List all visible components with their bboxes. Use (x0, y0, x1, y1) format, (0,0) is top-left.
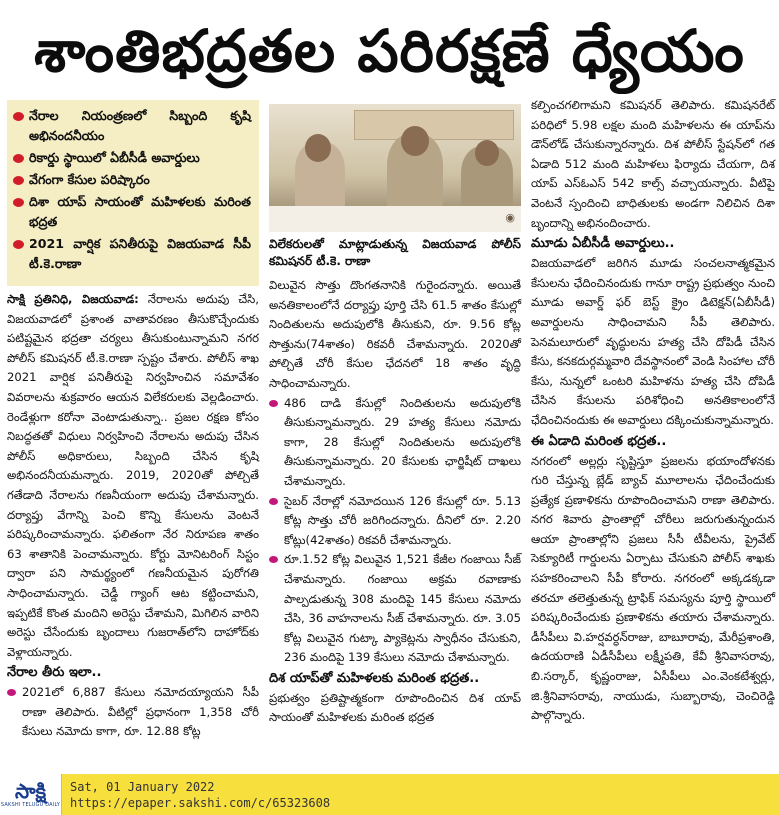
press-photo (269, 104, 521, 232)
highlight-item: నేరాల నియంత్రణలో సిబ్బంది కృషి అభినందనీయం (13, 106, 251, 146)
section-subhead: మూడు ఏబీసీడీ అవార్డులు.. (531, 236, 675, 252)
bullet-paragraph: రూ.1.52 కోట్ల విలువైన 1,521 కేజీల గంజాయి సీజ్ చేశామన్నారు. గంజాయి అక్రమ రవాణాకు పాల్పడుతున్న 308 మందిపై 145 కేసులు నమోదు చేసి, 36 వాహనాలను సీజ్ చేశామన్నారు. రూ. 3.05 కోట్ల విలువైన గుట్కా ప్యాకెట్లను స్వాధీనం చేసుకుని, 236 మందిపై 139 కేసులు నమోదు చేశామన్నారు. (269, 550, 521, 668)
camera-icon: ◉ (505, 211, 515, 225)
bullet-icon (13, 198, 24, 207)
article-paragraph: విలువైన సొత్తు దొంగతనానికి గురైందన్నారు. అయితే అనతికాలంలోనే దర్యాప్తు పూర్తి చేసి 61.5 శాతం కేసుల్లో నిందితులను అదుపులోకి తీసుకుని, రూ. 9.56 కోట్ల సొత్తును(74శాతం) రికవరీ చేశామన్నారు. 2020తో పోల్చితే చోరీ కేసుల ఛేదనలో 18 శాతం వృద్ధి సాధించామన్నారు. (269, 278, 521, 390)
article-paragraph: కల్పించగలిగామని కమిషనర్ తెలిపారు. కమిషనరేట్ పరిధిలో 5.98 లక్షల మంది మహిళలను ఈ యాప్‌ను డౌన్‌లోడ్ చేసుకున్నారన్నారు. దిశ పోలీస్ స్టేషన్‌లో గత ఏడాది 512 మంది మహిళలు ఫిర్యాదు చేయగా, దిశ యాప్ ఎస్ఓఎస్ 542 కాల్స్ వచ్చాయన్నారు. వీటిపై వెంటనే స్పందించి బాధితులకు అండగా నిలిచిన దిశా బృందాన్ని అభినందించారు. (531, 98, 775, 230)
bullet-paragraph: 486 దాడి కేసుల్లో నిందితులను అదుపులోకి తీసుకున్నామన్నారు. 29 హత్య కేసులు నమోదు కాగా, 28 కేసుల్లో నిందితులను అదుపులోకి తీసుకున్నామన్నారు. 20 కేసులకు ఛార్జిషీట్ దాఖలు చేశామన్నారు. (269, 394, 521, 492)
bullet-icon (269, 400, 278, 407)
bullet-icon (13, 176, 24, 185)
footer-bar (0, 774, 779, 815)
bullet-icon (269, 498, 278, 505)
bullet-icon (13, 154, 24, 163)
article-paragraph: ప్రభుత్వం ప్రతిష్టాత్మకంగా రూపొందించిన దిశ యాప్ సాయంతో మహిళలకు మరింత భద్రత (269, 690, 521, 725)
section-subhead: నేరాల తీరు ఇలా.. (7, 665, 102, 681)
article-paragraph: సాక్షి ప్రతినిధి, విజయవాడ: నేరాలను అదుపు చేసి, విజయవాడలో ప్రశాంత వాతావరణం తీసుకొచ్చేందుకు పటిష్టమైన భద్రతా చర్యలు తీసుకుంటున్నామని నగర పోలీస్ కమిషనర్ టీ.కె.రాణా స్పష్టం చేశారు. పోలీస్ శాఖ 2021 వార్షిక పనితీరుపై నిర్వహించిన సమావేశం వివరాలను శుక్రవారం ఆయన విలేకరులకు వెల్లడించారు. రెండేళ్లుగా కరోనా వెంటాడుతున్నా.. ప్రజల రక్షణ కోసం నిబద్ధతతో విధులు నిర్వహించి నేరాలను అదుపు చేసిన పోలీస్ అధికారులు, సిబ్బంది చేసిన కృషి అభినందనీయమన్నారు. 2019, 2020తో పోల్చితే గతేడాది నేరాలను గణనీయంగా అదుపు చేశామన్నారు. దర్యాప్తు వేగాన్ని పెంచి కొన్ని కేసులను వెంటనే పరిష్కరించామన్నారు. ఫలితంగా నేర నిరూపణ శాతం 63 శాతానికి పెంచామన్నారు. కోర్టు మోనిటరింగ్ సిస్టం ద్వారా పని సామర్థ్యంలో గణనీయమైన పురోగతి సాధించామన్నారు. చెడ్డీ గ్యాంగ్ ఆట కట్టించామని, ఇప్పటికే కొంత మందిని అరెస్టు చేశామని, మిగిలిన వారిని అరెస్టు చేసేందుకు బృందాలు గుజరాత్‌లోని దాహోద్‌కు వెళ్లాయన్నారు. (7, 292, 259, 659)
highlight-item: రికార్డు స్థాయిలో ఏబీసీడీ అవార్డులు (13, 148, 251, 168)
article-paragraph: విజయవాడలో జరిగిన మూడు సంచలనాత్మకమైన కేసులను ఛేదించినందుకు గానూ రాష్ట్ర ప్రభుత్వం నుంచి మూడు అవార్డ్ ఫర్ బెస్ట్ క్రైం డిటెక్షన్(ఏబీసీడీ) అవార్డులను సాధించామని సీపీ తెలిపారు. పెనమలూరులో వృద్ధులను హత్య చేసి దోపిడీ చేసిన కేసు, కనకదుర్గమ్మవారి దేవస్థానంలో వెండి సింహాల చోరీ కేసు, నున్నలో ఒంటరి మహిళను హత్య చేసి దోపిడీ చేసిన కేసులను పరిశోధించి అనతికాలంలోనే ఛేదించినందుకు ఈ అవార్డులు దక్కించుకున్నామన్నారు. (531, 256, 775, 427)
byline: సాక్షి ప్రతినిధి, విజయవాడ: (7, 292, 139, 306)
footer-info (70, 779, 330, 811)
highlight-item: 2021 వార్షిక పనితీరుపై విజయవాడ సీపీ టీ.కె.రాణా (13, 234, 251, 274)
section-subhead: దిశ యాప్‌తో మహిళలకు మరింత భద్రత.. (269, 670, 480, 686)
sakshi-logo (0, 774, 62, 815)
photo-caption: విలేకరులతో మాట్లాడుతున్న విజయవాడ పోలీస్ కమిషనర్ టీ.కె. రాణా (269, 237, 521, 268)
bullet-icon (269, 556, 278, 563)
bullet-icon (13, 112, 24, 121)
highlights-box (7, 100, 259, 286)
column-2 (269, 104, 521, 728)
epaper-link[interactable]: https://epaper.sakshi.com/c/65323608 (70, 795, 331, 810)
bullet-icon (13, 240, 24, 249)
section-subhead: ఈ ఏడాది మరింత భద్రత.. (531, 433, 667, 449)
bullet-paragraph: సైబర్ నేరాల్లో నమోదయిన 126 కేసుల్లో రూ. 5.13 కోట్ల సొత్తు చోరీ జరిగిందన్నారు. దీనిలో రూ. 2.20 కోట్లు(42శాతం) రికవరీ చేశామన్నారు. (269, 492, 521, 551)
bullet-paragraph: 2021లో 6,887 కేసులు నమోదయ్యాయని సీపీ రాణా తెలిపారు. వీటిల్లో ప్రధానంగా 1,358 చోరీ కేసులు నమోదు కాగా, రూ. 12.88 కోట్ల (7, 683, 259, 742)
highlight-item: దిశా యాప్ సాయంతో మహిళలకు మరింత భద్రత (13, 192, 251, 232)
column-1 (7, 100, 259, 742)
bullet-icon (7, 689, 16, 696)
article-paragraph: నగరంలో అల్లర్లు సృష్టిస్తూ ప్రజలను భయాందోళనకు గురి చేస్తున్న బ్లేడ్ బ్యాచ్ మూలాలను ఛేదించేందుకు ప్రత్యేక ప్రణాళికను రూపొందించామని రాణా తెలిపారు. నగర శివారు ప్రాంతాల్లో చోరీలు జరుగుతున్నందున ఆయా ప్రాంతాల్లోని ప్రజలు సీసీ టీవీలను, ప్రైవేట్ సెక్యూరిటీ గార్డులను ఏర్పాటు చేసుకుని పోలీస్ శాఖకు సహకరించాలని సీపీ కోరారు. నగరంలో అక్కడక్కడా తరచూ తలెత్తుతున్న ట్రాఫిక్ సమస్యను పూర్తి స్థాయిలో పరిష్కరించేందుకు ప్రణాళికను తయారు చేశామన్నారు. డీసీపీలు వి.హర్షవర్ధన్‌రాజు, బాబూరావు, మేరీప్రశాంతి, ఉదయరాణి ఏడీసీపీలు లక్ష్మీపతి, కేవీ శ్రీనివాసరావు, బి.సర్కార్, కృష్ణంరాజు, ఏసీపీలు ఎం.వెంకటేశ్వర్లు, జి.శ్రీనివాసరావు, నాయుడు, సుబ్బారావు, చెంచిరెడ్డి పాల్గొన్నారు. (531, 453, 775, 723)
logo-tagline: SAKSHI TELUGU DAILY (0, 802, 61, 808)
column-3 (531, 96, 775, 726)
headline: శాంతిభద్రతల పరిరక్షణే ధ్యేయం (34, 17, 745, 85)
photo-banner (354, 110, 514, 140)
logo-mark: సాక్షి (14, 779, 47, 803)
edition-date: Sat, 01 January 2022 (70, 779, 215, 794)
photo-table (269, 206, 521, 232)
highlight-item: వేగంగా కేసుల పరిష్కారం (13, 170, 251, 190)
